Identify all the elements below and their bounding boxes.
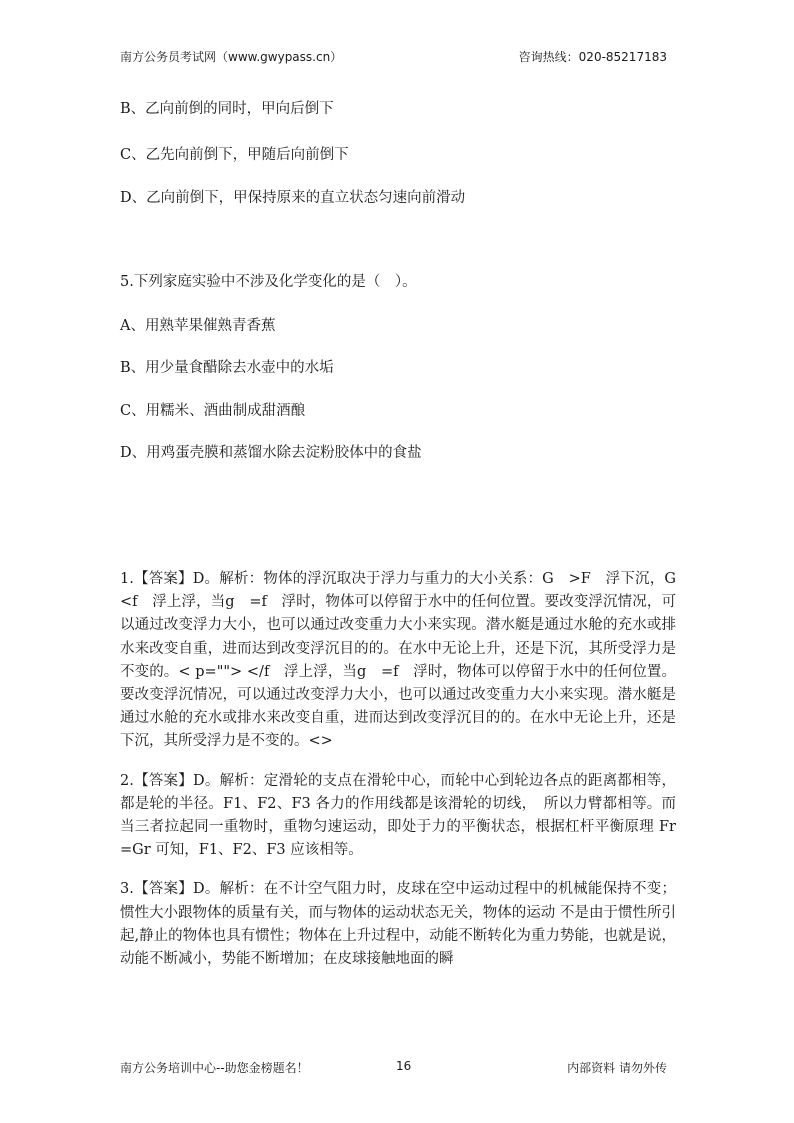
footer-notice: 内部资料 请勿外传 [567,1061,667,1075]
header-hotline: 咨询热线：020-85217183 [518,50,667,64]
answer-section [120,568,691,987]
header-site-name: 南方公务员考试网（www.gwypass.cn） [120,50,343,64]
q5-option-a: A、用熟苹果催熟青香蕉 [120,318,276,334]
page-footer [120,1059,667,1079]
q5-option-c: C、用糯米、酒曲制成甜酒酿 [120,403,306,419]
page-number: 16 [396,1059,412,1073]
page-header [120,48,667,68]
q5-stem: 5.下列家庭实验中不涉及化学变化的是（ ）。 [120,274,417,290]
answer-1: 1.【答案】D。解析：物体的浮沉取决于浮力与重力的大小关系：G >F 浮下沉，G <f 浮上浮，当g =f 浮时，物体可以停留于水中的任何位置。要改变浮沉情况，可以通过改变浮力大小，也可以通过改变重力大小来实现。潜水艇是通过水舱的充水或排水来改变自重，进而达到改变浮沉目的的。在水中无论上升，还是下沉，其所受浮力是不变的。< p=""> </f 浮上浮，当g =f 浮时，物体可以停留于水中的任何位置。要改变浮沉情况，可以通过改变浮力大小，也可以通过改变重力大小来实现。潜水艇是通过水舱的充水或排水来改变自重，进而达到改变浮沉目的的。在水中无论上升，还是下沉，其所受浮力是不变的。<> [120,571,691,750]
answer-3: 3.【答案】D。解析：在不计空气阻力时，皮球在空中运动过程中的机械能保持不变；惯性大小跟物体的质量有关，而与物体的运动状态无关，物体的运动 不是由于惯性所引起,静止的物体也具有惯性；物体在上升过程中，动能不断转化为重力势能，也就是说，动能不断减小，势能不断增加；在皮球接触地面的瞬 [120,881,676,968]
q4-option-b: B、乙向前倒的同时，甲向后倒下 [120,101,334,117]
footer-slogan: 南方公务培训中心--助您金榜题名！ [120,1061,309,1075]
q4-option-c: C、乙先向前倒下，甲随后向前倒下 [120,147,349,163]
q5-option-d: D、用鸡蛋壳膜和蒸馏水除去淀粉胶体中的食盐 [120,445,422,461]
answer-2: 2.【答案】D。解析：定滑轮的支点在滑轮中心，而轮中心到轮边各点的距离都相等，都是轮的半径。F1、F2、F3 各力的作用线都是该滑轮的切线， 所以力臂都相等。而当三者拉起同一重物时，重物匀速运动，即处于力的平衡状态，根据杠杆平衡原理 Fr =Gr 可知，F1、F2、F3 应该相等。 [120,772,691,859]
header-divider [120,70,667,71]
q5-option-b: B、用少量食醋除去水壶中的水垢 [120,360,334,376]
q4-option-d: D、乙向前倒下，甲保持原来的直立状态匀速向前滑动 [120,190,466,206]
